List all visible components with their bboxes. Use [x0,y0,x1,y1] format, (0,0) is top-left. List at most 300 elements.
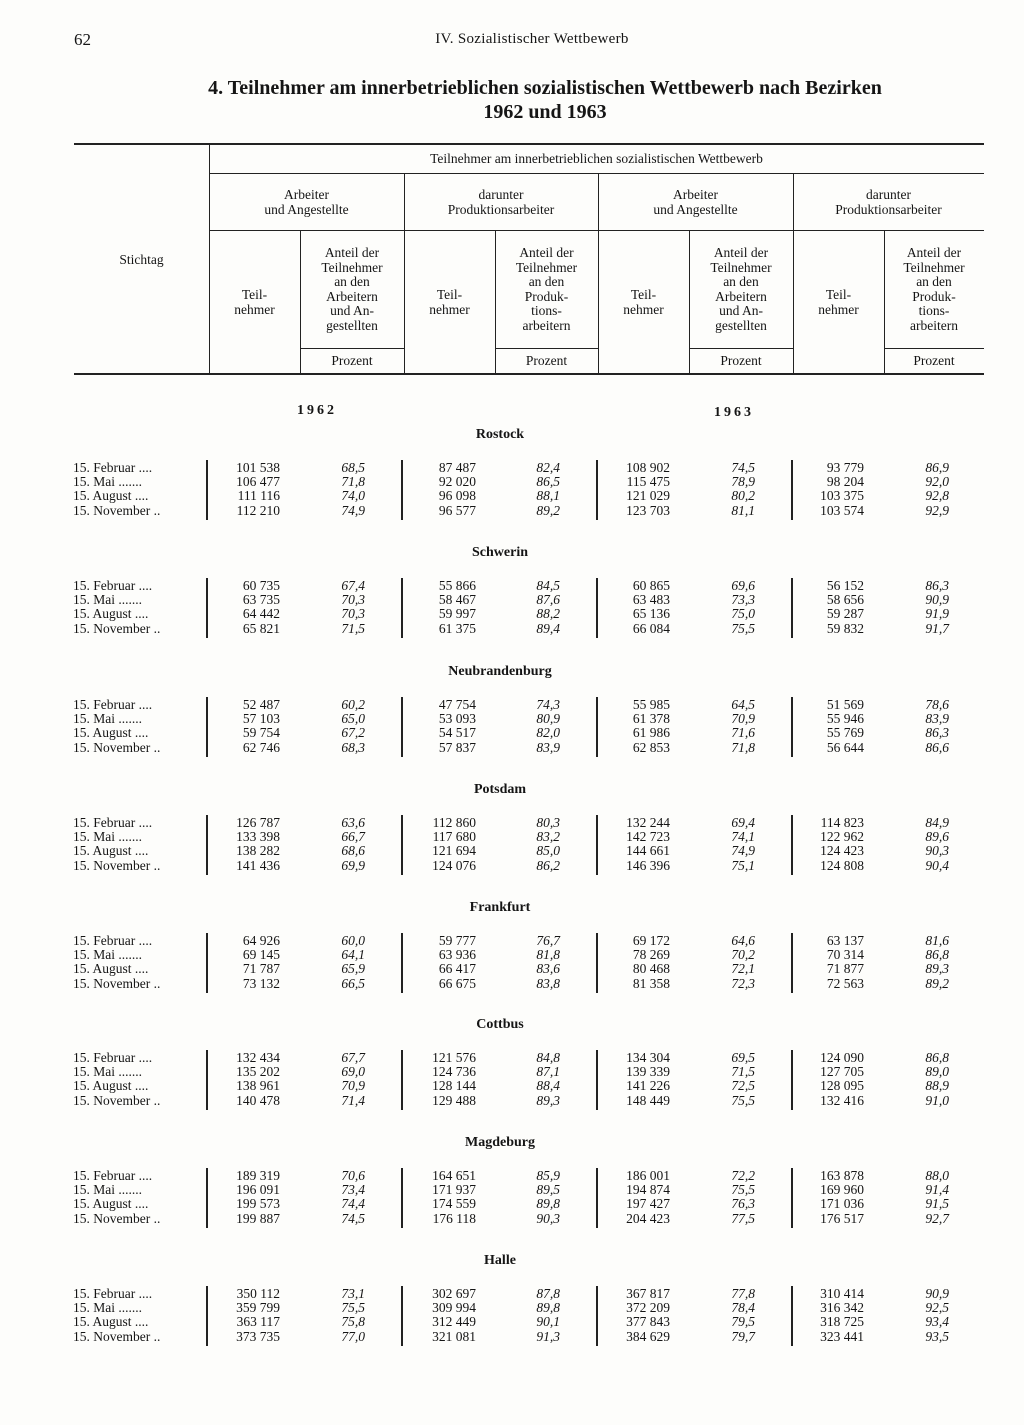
count-cell: 194 874 [626,1182,670,1198]
count-cell: 142 723 [626,829,670,845]
percent-cell: 93,5 [925,1328,949,1344]
count-cell: 96 098 [438,488,476,504]
count-cell: 54 517 [438,725,476,741]
percent-cell: 90,4 [925,857,949,873]
percent-cell: 74,0 [341,488,365,504]
percent-cell: 85,9 [536,1168,560,1183]
header-prozent-1: Prozent [331,353,373,368]
row-label: 15. August .... [73,725,149,741]
count-cell: 72 563 [826,975,864,991]
count-cell: 55 985 [632,697,670,712]
count-cell: 93 779 [826,460,864,475]
prozent-rule-2 [495,348,598,349]
percent-cell: 90,9 [925,592,949,608]
count-cell: 58 467 [438,592,476,608]
header-prozent-3: Prozent [720,353,762,368]
count-cell: 121 576 [432,1050,476,1065]
percent-cell: 91,3 [536,1328,560,1344]
percent-cell: 75,5 [731,620,755,636]
count-cell: 63 936 [438,947,476,963]
percent-cell: 68,6 [341,843,365,859]
percent-cell: 77,5 [731,1210,755,1226]
percent-cell: 88,1 [536,488,560,504]
row-label: 15. Februar .... [73,933,153,948]
percent-cell: 72,2 [731,1168,755,1183]
count-cell: 103 574 [820,502,864,518]
district-name: Neubrandenburg [448,664,552,679]
count-cell: 65 821 [242,620,280,636]
count-cell: 69 145 [242,947,280,963]
percent-cell: 87,8 [536,1286,560,1301]
percent-cell: 87,6 [536,592,560,608]
count-cell: 47 754 [438,697,476,712]
percent-cell: 67,4 [341,578,365,593]
row-label: 15. November .. [73,502,161,518]
row-label: 15. August .... [73,961,149,977]
count-cell: 87 487 [438,460,476,475]
percent-cell: 70,9 [731,711,755,727]
count-cell: 52 487 [242,697,280,712]
header-rule-1 [209,173,984,174]
row-label: 15. Februar .... [73,1286,153,1301]
percent-cell: 91,5 [925,1196,949,1212]
percent-cell: 88,0 [925,1168,949,1183]
count-cell: 122 962 [820,829,864,845]
percent-cell: 73,1 [341,1286,365,1301]
percent-cell: 70,3 [341,592,365,608]
district-block [0,1051,1024,1111]
percent-cell: 89,8 [536,1196,560,1212]
count-cell: 204 423 [626,1210,670,1226]
count-cell: 363 117 [236,1314,280,1330]
percent-cell: 70,9 [341,1078,365,1094]
count-cell: 169 960 [820,1182,864,1198]
percent-cell: 65,9 [341,961,365,977]
prozent-rule-3 [689,348,793,349]
count-cell: 66 084 [632,620,670,636]
percent-cell: 69,5 [731,1050,755,1065]
percent-cell: 84,9 [925,815,949,830]
percent-cell: 92,8 [925,488,949,504]
row-label: 15. November .. [73,857,161,873]
row-label: 15. Februar .... [73,1050,153,1065]
count-cell: 63 483 [632,592,670,608]
percent-cell: 83,9 [536,739,560,755]
count-cell: 164 651 [432,1168,476,1183]
percent-cell: 75,8 [341,1314,365,1330]
percent-cell: 71,4 [341,1092,365,1108]
count-cell: 103 375 [820,488,864,504]
year-label-1963: 1963 [714,405,754,420]
count-cell: 128 144 [432,1078,476,1094]
count-cell: 186 001 [626,1168,670,1183]
percent-cell: 83,8 [536,975,560,991]
count-cell: 112 860 [432,815,476,830]
percent-cell: 78,4 [731,1300,755,1316]
count-cell: 92 020 [438,474,476,490]
percent-cell: 81,1 [731,502,755,518]
count-cell: 138 282 [236,843,280,859]
percent-cell: 91,0 [925,1092,949,1108]
count-cell: 53 093 [438,711,476,727]
row-label: 15. August .... [73,1314,149,1330]
percent-cell: 90,3 [925,843,949,859]
percent-cell: 69,6 [731,578,755,593]
count-cell: 61 378 [632,711,670,727]
row-label: 15. August .... [73,843,149,859]
header-group-produktion-1963: darunter Produktionsarbeiter [835,187,942,217]
percent-cell: 63,6 [341,815,365,830]
district-name: Rostock [475,427,525,442]
count-cell: 139 339 [626,1064,670,1080]
percent-cell: 83,2 [536,829,560,845]
count-cell: 132 416 [820,1092,864,1108]
count-cell: 199 573 [236,1196,280,1212]
percent-cell: 72,5 [731,1078,755,1094]
count-cell: 133 398 [236,829,280,845]
percent-cell: 78,9 [731,474,755,490]
percent-cell: 74,3 [536,697,560,712]
row-label: 15. Mai ....... [73,711,142,727]
percent-cell: 74,9 [341,502,365,518]
percent-cell: 84,5 [536,578,560,593]
percent-cell: 73,4 [341,1182,365,1198]
row-label: 15. Februar .... [73,1168,153,1183]
count-cell: 171 937 [432,1182,476,1198]
count-cell: 176 517 [820,1210,864,1226]
count-cell: 377 843 [626,1314,670,1330]
table-title [80,76,1010,124]
count-cell: 309 994 [432,1300,476,1316]
percent-cell: 80,9 [536,711,560,727]
count-cell: 59 777 [438,933,476,948]
row-label: 15. November .. [73,1328,161,1344]
percent-cell: 71,8 [341,474,365,490]
header-teilnehmer-1: Teil- nehmer [234,287,275,317]
count-cell: 80 468 [632,961,670,977]
district-block [0,934,1024,994]
percent-cell: 74,4 [341,1196,365,1212]
count-cell: 115 475 [626,474,670,490]
row-label: 15. August .... [73,606,149,622]
percent-cell: 89,3 [925,961,949,977]
percent-cell: 82,4 [536,460,560,475]
count-cell: 318 725 [820,1314,864,1330]
percent-cell: 89,2 [536,502,560,518]
count-cell: 98 204 [826,474,864,490]
percent-cell: 74,1 [731,829,755,845]
count-cell: 57 103 [242,711,280,727]
row-label: 15. Februar .... [73,460,153,475]
count-cell: 321 081 [432,1328,476,1344]
count-cell: 112 210 [236,502,280,518]
count-cell: 124 736 [432,1064,476,1080]
count-cell: 141 226 [626,1078,670,1094]
percent-cell: 65,0 [341,711,365,727]
header-stichtag: Stichtag [119,252,164,267]
percent-cell: 74,5 [731,460,755,475]
percent-cell: 92,9 [925,502,949,518]
count-cell: 134 304 [626,1050,670,1065]
district-block [0,579,1024,639]
percent-cell: 84,8 [536,1050,560,1065]
count-cell: 78 269 [632,947,670,963]
row-label: 15. Mai ....... [73,474,142,490]
count-cell: 61 986 [632,725,670,741]
percent-cell: 74,5 [341,1210,365,1226]
percent-cell: 75,5 [341,1300,365,1316]
percent-cell: 73,3 [731,592,755,608]
percent-cell: 92,7 [925,1210,949,1226]
count-cell: 56 644 [826,739,864,755]
count-cell: 114 823 [820,815,864,830]
header-anteil-produktion-2: Anteil der Teilnehmer an den Produk- tions- arbeitern [903,245,965,333]
percent-cell: 86,3 [925,578,949,593]
percent-cell: 83,9 [925,711,949,727]
district-name: Schwerin [472,545,528,560]
count-cell: 316 342 [820,1300,864,1316]
percent-cell: 75,5 [731,1182,755,1198]
count-cell: 55 769 [826,725,864,741]
count-cell: 59 754 [242,725,280,741]
header-anteil-arbeiter-2: Anteil der Teilnehmer an den Arbeitern und An- gestellten [710,245,772,333]
row-label: 15. November .. [73,975,161,991]
percent-cell: 70,2 [731,947,755,963]
count-cell: 323 441 [820,1328,864,1344]
percent-cell: 79,7 [731,1328,755,1344]
percent-cell: 92,0 [925,474,949,490]
percent-cell: 71,5 [731,1064,755,1080]
row-label: 15. August .... [73,1078,149,1094]
percent-cell: 64,6 [731,933,755,948]
percent-cell: 90,1 [536,1314,560,1330]
percent-cell: 72,3 [731,975,755,991]
row-label: 15. Mai ....... [73,829,142,845]
row-label: 15. Mai ....... [73,1182,142,1198]
percent-cell: 64,1 [341,947,365,963]
count-cell: 69 172 [632,933,670,948]
percent-cell: 88,2 [536,606,560,622]
district-name: Magdeburg [465,1135,535,1150]
count-cell: 138 961 [236,1078,280,1094]
district-block [0,816,1024,876]
count-cell: 199 887 [236,1210,280,1226]
percent-cell: 68,3 [341,739,365,755]
row-label: 15. Februar .... [73,697,153,712]
percent-cell: 91,9 [925,606,949,622]
percent-cell: 89,4 [536,620,560,636]
header-group-arbeiter-1963: Arbeiter und Angestellte [653,187,738,217]
prozent-rule-1 [300,348,404,349]
percent-cell: 89,3 [536,1092,560,1108]
header-teilnehmer-2: Teil- nehmer [429,287,470,317]
percent-cell: 88,9 [925,1078,949,1094]
count-cell: 66 675 [438,975,476,991]
percent-cell: 77,8 [731,1286,755,1301]
percent-cell: 71,8 [731,739,755,755]
count-cell: 73 132 [242,975,280,991]
page-number: 62 [74,30,91,49]
count-cell: 126 787 [236,815,280,830]
count-cell: 58 656 [826,592,864,608]
percent-cell: 80,2 [731,488,755,504]
percent-cell: 79,5 [731,1314,755,1330]
percent-cell: 75,5 [731,1092,755,1108]
count-cell: 55 866 [438,578,476,593]
row-label: 15. Mai ....... [73,592,142,608]
district-name: Halle [484,1253,516,1268]
header-group-produktion-1962: darunter Produktionsarbeiter [447,187,555,217]
count-cell: 197 427 [626,1196,670,1212]
district-block [0,461,1024,521]
count-cell: 124 090 [820,1050,864,1065]
percent-cell: 89,8 [536,1300,560,1316]
percent-cell: 91,7 [925,620,949,636]
percent-cell: 90,3 [536,1210,560,1226]
row-label: 15. November .. [73,620,161,636]
count-cell: 60 865 [632,578,670,593]
percent-cell: 86,5 [536,474,560,490]
row-label: 15. Mai ....... [73,1064,142,1080]
percent-cell: 91,4 [925,1182,949,1198]
count-cell: 55 946 [826,711,864,727]
count-cell: 372 209 [626,1300,670,1316]
prozent-rule-4 [884,348,984,349]
count-cell: 65 136 [632,606,670,622]
count-cell: 57 837 [438,739,476,755]
percent-cell: 66,7 [341,829,365,845]
percent-cell: 71,5 [341,620,365,636]
percent-cell: 81,8 [536,947,560,963]
percent-cell: 67,2 [341,725,365,741]
percent-cell: 70,3 [341,606,365,622]
district-name: Cottbus [476,1017,524,1032]
row-label: 15. Februar .... [73,815,153,830]
percent-cell: 70,6 [341,1168,365,1183]
percent-cell: 85,0 [536,843,560,859]
row-label: 15. Mai ....... [73,1300,142,1316]
row-label: 15. November .. [73,739,161,755]
count-cell: 127 705 [820,1064,864,1080]
count-cell: 312 449 [432,1314,476,1330]
row-label: 15. August .... [73,488,149,504]
count-cell: 62 746 [242,739,280,755]
count-cell: 63 735 [242,592,280,608]
percent-cell: 86,9 [925,460,949,475]
percent-cell: 69,4 [731,815,755,830]
count-cell: 71 787 [242,961,280,977]
count-cell: 171 036 [820,1196,864,1212]
count-cell: 60 735 [242,578,280,593]
percent-cell: 60,2 [341,697,365,712]
percent-cell: 86,8 [925,947,949,963]
count-cell: 96 577 [438,502,476,518]
percent-cell: 71,6 [731,725,755,741]
count-cell: 59 287 [826,606,864,622]
header-top-label: Teilnehmer am innerbetrieblichen sozialistischen Wettbewerb [430,151,763,166]
count-cell: 64 926 [242,933,280,948]
count-cell: 62 853 [632,739,670,755]
percent-cell: 69,9 [341,857,365,873]
percent-cell: 67,7 [341,1050,365,1065]
count-cell: 148 449 [626,1092,670,1108]
percent-cell: 60,0 [341,933,365,948]
percent-cell: 86,2 [536,857,560,873]
count-cell: 128 095 [820,1078,864,1094]
percent-cell: 64,5 [731,697,755,712]
count-cell: 106 477 [236,474,280,490]
count-cell: 146 396 [626,857,670,873]
percent-cell: 80,3 [536,815,560,830]
percent-cell: 89,0 [925,1064,949,1080]
count-cell: 189 319 [236,1168,280,1183]
count-cell: 359 799 [236,1300,280,1316]
percent-cell: 89,5 [536,1182,560,1198]
count-cell: 64 442 [242,606,280,622]
count-cell: 196 091 [236,1182,280,1198]
header-top-rule [74,143,984,145]
running-head: IV. Sozialistischer Wettbewerb [435,31,629,47]
count-cell: 108 902 [626,460,670,475]
percent-cell: 77,0 [341,1328,365,1344]
count-cell: 124 076 [432,857,476,873]
percent-cell: 86,6 [925,739,949,755]
count-cell: 373 735 [236,1328,280,1344]
count-cell: 367 817 [626,1286,670,1301]
percent-cell: 76,3 [731,1196,755,1212]
percent-cell: 78,6 [925,697,949,712]
title-line-2: 1962 und 1963 [483,101,607,123]
count-cell: 56 152 [826,578,864,593]
percent-cell: 82,0 [536,725,560,741]
count-cell: 59 832 [826,620,864,636]
percent-cell: 75,1 [731,857,755,873]
header-bottom-rule [74,373,984,375]
percent-cell: 90,9 [925,1286,949,1301]
row-label: 15. Mai ....... [73,947,142,963]
count-cell: 81 358 [632,975,670,991]
header-rule-2 [209,230,984,231]
district-block [0,1287,1024,1347]
row-label: 15. November .. [73,1210,161,1226]
percent-cell: 86,8 [925,1050,949,1065]
count-cell: 121 029 [626,488,670,504]
percent-cell: 69,0 [341,1064,365,1080]
header-anteil-arbeiter-1: Anteil der Teilnehmer an den Arbeitern und An- gestellten [321,245,383,333]
count-cell: 101 538 [236,460,280,475]
count-cell: 66 417 [438,961,476,977]
row-label: 15. August .... [73,1196,149,1212]
count-cell: 384 629 [626,1328,670,1344]
header-stub-divider [209,143,210,373]
header-prozent-4: Prozent [913,353,955,368]
district-block [0,698,1024,758]
percent-cell: 88,4 [536,1078,560,1094]
percent-cell: 76,7 [536,933,560,948]
header-teilnehmer-3: Teil- nehmer [623,287,664,317]
district-block [0,1169,1024,1229]
count-cell: 124 423 [820,843,864,859]
header-prozent-2: Prozent [525,353,568,368]
count-cell: 59 997 [438,606,476,622]
count-cell: 124 808 [820,857,864,873]
year-label-1962: 1962 [297,403,337,418]
count-cell: 70 314 [826,947,864,963]
count-cell: 141 436 [236,857,280,873]
percent-cell: 89,6 [925,829,949,845]
count-cell: 350 112 [236,1286,280,1301]
percent-cell: 68,5 [341,460,365,475]
